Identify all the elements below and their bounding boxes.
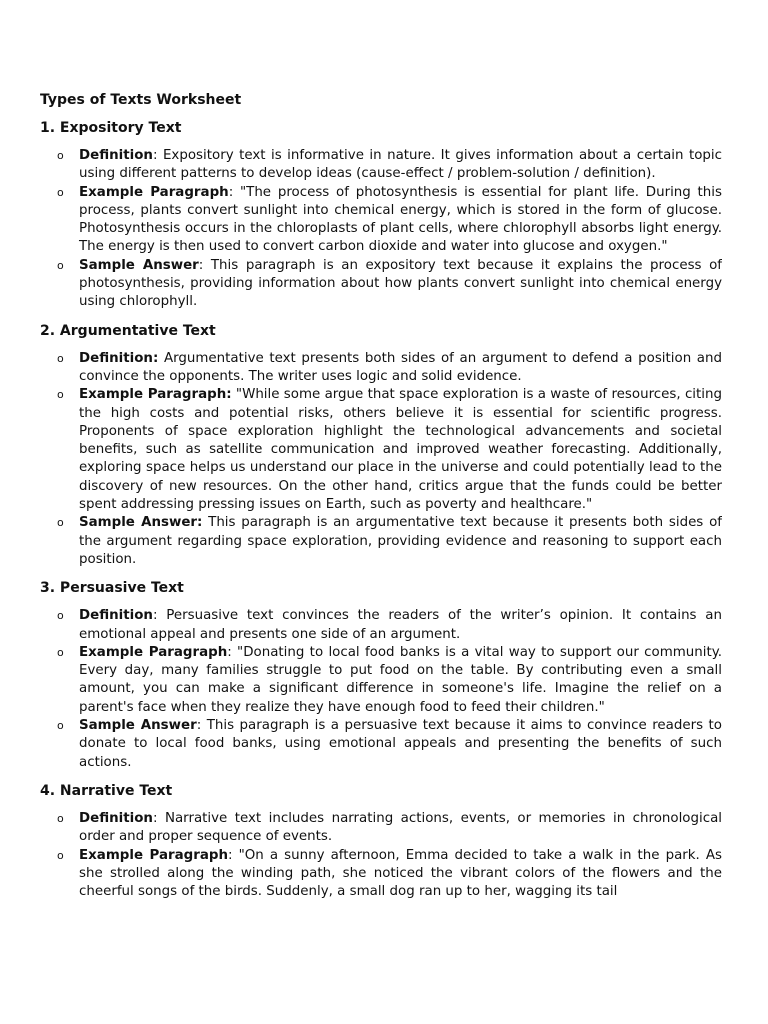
- bullet-icon: o: [57, 645, 64, 659]
- section-heading: 3. Persuasive Text: [40, 580, 184, 597]
- item-label: Sample Answer: [79, 257, 199, 273]
- item-text: Persuasive text convinces the readers of the writer’s opinion. It contains an emotional appeal and presents one side of an argument.: [79, 608, 722, 642]
- item-separator: :: [228, 847, 233, 863]
- item-label: Sample Answer:: [79, 515, 203, 531]
- section-heading: 2. Argumentative Text: [40, 322, 216, 339]
- section-item-list: [40, 147, 722, 312]
- bullet-icon: o: [57, 848, 64, 862]
- item-label: Example Paragraph: [79, 847, 228, 863]
- item-separator: :: [152, 608, 158, 624]
- item-label: Definition: [79, 148, 153, 163]
- bullet-icon: o: [57, 516, 64, 530]
- item-label: Example Paragraph:: [79, 387, 232, 403]
- list-item: [40, 257, 722, 312]
- item-label: Example Paragraph: [79, 184, 229, 200]
- list-item: [40, 514, 722, 569]
- item-text: This paragraph is an argumentative text because it presents both sides of the argument regarding space exploration, providing evidence and reasoning to support each position.: [79, 515, 722, 567]
- list-item: [40, 717, 722, 772]
- item-separator: :: [228, 184, 234, 200]
- list-item: [40, 184, 722, 257]
- document-title: Types of Texts Worksheet: [40, 92, 242, 108]
- item-label: Example Paragraph: [79, 644, 228, 660]
- item-text: This paragraph is an expository text because it explains the process of photosynthesis, providing information about how plants convert sunlight into chemical energy using chlorophyll.: [79, 257, 722, 310]
- section-heading: 1. Expository Text: [40, 120, 182, 136]
- bullet-icon: o: [57, 185, 64, 199]
- bullet-icon: o: [57, 149, 64, 162]
- bullet-icon: o: [57, 609, 64, 623]
- section-item-list: [40, 810, 722, 901]
- item-text: "The process of photosynthesis is essential for plant life. During this process, plants convert sunlight into chemical energy, which is stored in the form of glucose. Photosynthesis occurs in the chloroplasts of plant cells, where chlorophyll absorbs light energy. The energy is then used to convert carbon dioxide and water into glucose and oxygen.": [79, 184, 722, 255]
- bullet-icon: o: [57, 388, 64, 402]
- item-separator: :: [198, 257, 204, 273]
- item-text: Narrative text includes narrating actions, events, or memories in chronological order and proper sequence of events.: [79, 810, 722, 845]
- item-text: "Donating to local food banks is a vital way to support our community. Every day, many families struggle to put food on the table. By contributing even a small amount, you can make a significant difference in someone's life. Imagine the relief on a parent's face when they realize they have enough food to feed their children.": [79, 644, 722, 715]
- list-item: [40, 810, 722, 847]
- item-text: This paragraph is a persuasive text because it aims to convince readers to donate to local food banks, using emotional appeals and presenting the benefits of such actions.: [79, 718, 722, 770]
- section-item-list: [40, 607, 722, 772]
- item-text: "While some argue that space exploration is a waste of resources, citing the high costs and potential risks, others believe it is essential for scientific progress. Proponents of space exploration highlight the technological advancements and societal benefits, such as satellite communication and improved weather forecasting. Additionally, exploring space helps us understand our place in the universe and could potentially lead to the discovery of new resources. On the other hand, critics argue that the funds could be better spent addressing pressing issues on Earth, such as poverty and healthcare.": [79, 387, 722, 513]
- worksheet-sections: [40, 119, 722, 901]
- item-label: Sample Answer: [79, 718, 197, 734]
- bullet-icon: o: [57, 351, 64, 365]
- list-item: [40, 644, 722, 717]
- item-separator: :: [196, 718, 202, 734]
- item-separator: :: [227, 644, 232, 660]
- worksheet-page: [40, 91, 722, 921]
- list-item: [40, 386, 722, 514]
- bullet-icon: o: [57, 258, 64, 272]
- item-label: Definition: [79, 810, 153, 826]
- section-item-list: [40, 350, 722, 570]
- list-item: [40, 350, 722, 387]
- list-item: [40, 147, 722, 184]
- item-text: "On a sunny afternoon, Emma decided to take a walk in the park. As she strolled along the winding path, she noticed the vibrant colors of the flowers and the cheerful songs of the birds. Suddenly, a small dog ran up to her, wagging its tail: [79, 847, 722, 900]
- item-label: Definition:: [79, 350, 159, 366]
- list-item: [40, 847, 722, 902]
- list-item: [40, 607, 722, 644]
- item-text: Argumentative text presents both sides of an argument to defend a position and convince the opponents. The writer uses logic and solid evidence.: [79, 350, 722, 384]
- item-separator: :: [152, 810, 158, 826]
- section-heading: 4. Narrative Text: [40, 782, 173, 799]
- bullet-icon: o: [57, 719, 64, 733]
- item-text: Expository text is informative in nature. It gives information about a certain topic using different patterns to develop ideas (cause-effect / problem-solution / definition).: [79, 148, 722, 182]
- bullet-icon: o: [57, 811, 64, 825]
- item-label: Definition: [79, 608, 153, 624]
- item-separator: :: [152, 148, 158, 163]
